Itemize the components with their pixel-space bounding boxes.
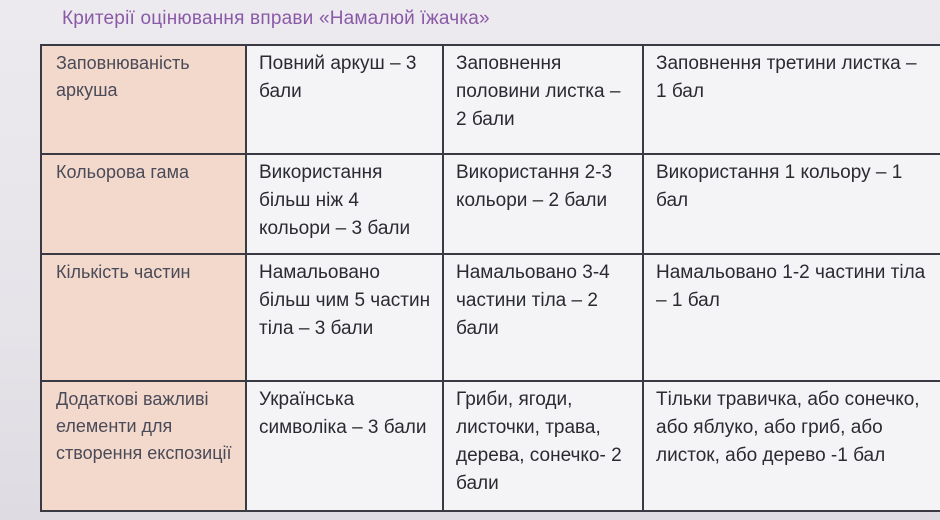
score-cell-2 [443, 154, 643, 254]
score-cell-2 [443, 254, 643, 381]
criterion-label: Заповнюваність аркуша [56, 53, 190, 100]
criteria-table [40, 44, 940, 512]
score-cell-3 [246, 254, 443, 381]
score-text: Повний аркуш – 3 бали [259, 53, 417, 102]
criterion-cell [41, 254, 246, 381]
criterion-cell [41, 381, 246, 511]
criterion-label: Кольорова гама [56, 162, 189, 182]
score-text: Українська символіка – 3 бали [259, 389, 427, 438]
score-cell-1 [643, 381, 940, 511]
table-row [41, 381, 940, 511]
score-text: Намальовано 3-4 частини тіла – 2 бали [456, 262, 610, 339]
score-text: Тільки травичка, або сонечко, або яблуко, або гриб, або листок, або дерево -1 бал [656, 389, 920, 466]
score-cell-2 [443, 381, 643, 511]
score-text: Гриби, ягоди, листочки, трава, дерева, сонечко- 2 бали [456, 389, 622, 494]
table-row [41, 45, 940, 154]
score-text: Використання 1 кольору – 1 бал [656, 162, 903, 211]
score-cell-3 [246, 154, 443, 254]
score-cell-3 [246, 45, 443, 154]
table-row [41, 254, 940, 381]
score-cell-1 [643, 154, 940, 254]
page-title: Критерії оцінювання вправи «Намалюй їжачка» [62, 8, 490, 29]
score-text: Використання 2-3 кольори – 2 бали [456, 162, 613, 211]
score-cell-3 [246, 381, 443, 511]
score-text: Використання більш ніж 4 кольори – 3 бали [259, 162, 411, 239]
score-cell-1 [643, 45, 940, 154]
criterion-label: Кількість частин [56, 262, 191, 282]
table-row [41, 154, 940, 254]
score-text: Намальовано більш чим 5 частин тіла – 3 бали [259, 262, 431, 339]
criterion-cell [41, 45, 246, 154]
criterion-label: Додаткові важливі елементи для створення експозиції [56, 389, 232, 463]
score-text: Заповнення третини листка – 1 бал [656, 53, 917, 102]
score-text: Намальовано 1-2 частини тіла – 1 бал [656, 262, 926, 311]
score-cell-1 [643, 254, 940, 381]
criterion-cell [41, 154, 246, 254]
score-text: Заповнення половини листка – 2 бали [456, 53, 621, 130]
score-cell-2 [443, 45, 643, 154]
